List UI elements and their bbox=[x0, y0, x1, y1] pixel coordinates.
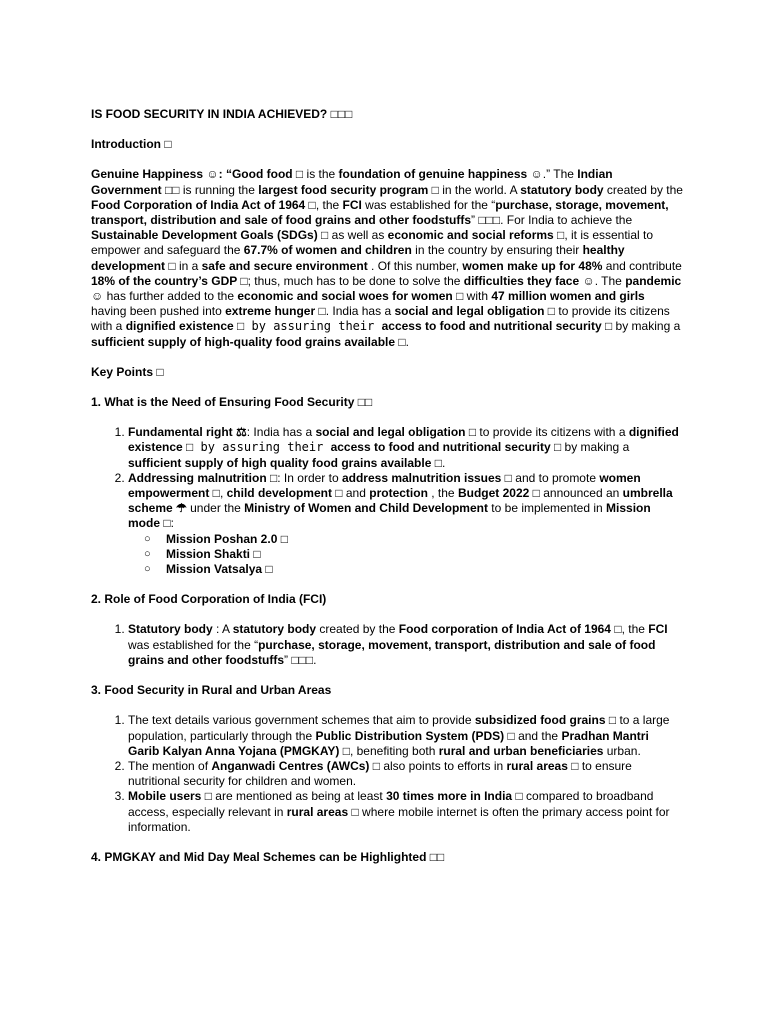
item-text: by assuring their bbox=[193, 440, 331, 455]
list-item bbox=[128, 789, 683, 835]
item-text: rural areas □ bbox=[286, 804, 359, 819]
item-text: Food corporation of India Act of 1964 □ bbox=[398, 622, 622, 637]
intro-heading: Introduction □ bbox=[91, 137, 172, 152]
item-text: Budget 2022 □ bbox=[457, 486, 540, 501]
item-text: are mentioned as being at least bbox=[211, 789, 387, 804]
intro-text: 18% of the country’s GDP □ bbox=[91, 273, 248, 288]
item-text: , bbox=[219, 486, 227, 501]
item-text: under the bbox=[186, 501, 245, 516]
item-text: umbrella scheme ☂ bbox=[128, 486, 673, 516]
intro-text: 67.7% of women and children bbox=[243, 243, 412, 258]
intro-paragraph bbox=[91, 167, 683, 349]
item-text: where mobile internet is often the primary access point for information. bbox=[128, 804, 670, 834]
item-text: : A bbox=[212, 622, 233, 637]
item-text: Fundamental right ⚖ bbox=[128, 425, 247, 440]
intro-text: foundation of genuine happiness ☺ bbox=[338, 167, 543, 182]
item-text: . bbox=[441, 455, 446, 470]
intro-text: Indian Government □□ bbox=[91, 167, 613, 197]
intro-text: , it is essential to empower and safeguard the bbox=[91, 228, 654, 258]
list-item bbox=[128, 713, 683, 759]
item-text: Mobile users □ bbox=[128, 789, 212, 804]
intro-text: pandemic ☺ bbox=[91, 273, 682, 304]
item-text: child development □ bbox=[226, 486, 343, 501]
section-1-list bbox=[91, 425, 683, 577]
item-text: Addressing malnutrition □ bbox=[128, 470, 278, 485]
item-text: Ministry of Women and Child Development bbox=[244, 501, 488, 516]
intro-text: in a bbox=[175, 258, 202, 273]
intro-text: Sustainable Development Goals (SDGs) □ bbox=[91, 228, 329, 243]
item-text: The mention of bbox=[128, 758, 212, 773]
intro-text: largest food security program □ bbox=[258, 182, 439, 197]
item-text: rural and urban beneficiaries bbox=[438, 743, 604, 758]
item-text: created by the bbox=[316, 622, 399, 637]
item-text: , the bbox=[621, 622, 649, 637]
item-text: to ensure nutritional security for children and women. bbox=[128, 758, 632, 789]
item-text: statutory body bbox=[232, 622, 317, 637]
item-text: urban. bbox=[603, 743, 641, 758]
item-text: 30 times more in India □ bbox=[386, 789, 523, 804]
intro-text: in the country by ensuring their bbox=[411, 243, 583, 258]
item-text: to a large population, particularly through the bbox=[128, 713, 670, 743]
section-3-list bbox=[91, 713, 683, 835]
intro-text: purchase, storage, movement, transport, distribution and sale of food grains and other foodstuffs bbox=[91, 197, 669, 228]
intro-text: FCI bbox=[342, 197, 362, 212]
document-title: IS FOOD SECURITY IN INDIA ACHIEVED? □□□ bbox=[91, 107, 353, 121]
intro-text: was established for the “ bbox=[361, 197, 496, 212]
intro-text: ” □□□. For India to achieve the bbox=[471, 213, 633, 228]
intro-text: healthy development □ bbox=[91, 243, 625, 273]
item-text: also points to efforts in bbox=[380, 758, 507, 773]
item-text: access to food and nutritional security □ bbox=[330, 440, 562, 455]
intro-text: having been pushed into bbox=[91, 304, 226, 319]
list-item bbox=[128, 471, 683, 577]
item-text: announced an bbox=[539, 486, 623, 501]
section-2-heading: 2. Role of Food Corporation of India (FCI) bbox=[91, 592, 327, 607]
list-item bbox=[128, 759, 683, 789]
intro-text: Genuine Happiness ☺: “ bbox=[91, 167, 232, 182]
intro-text: has further added to the bbox=[103, 289, 238, 304]
item-text: The text details various government schemes that aim to provide bbox=[128, 713, 475, 728]
item-text: address malnutrition issues □ bbox=[341, 470, 512, 485]
item-text: dignified existence □ bbox=[128, 425, 679, 455]
intro-text: statutory body bbox=[520, 182, 604, 197]
mission-item: ○ Mission Vatsalya □ bbox=[166, 562, 683, 577]
item-text: : bbox=[170, 516, 174, 531]
item-text: to be implemented in bbox=[487, 501, 607, 516]
section-1-heading: 1. What is the Need of Ensuring Food Security □□ bbox=[91, 395, 373, 410]
item-text: : In order to bbox=[277, 470, 342, 485]
intro-text: social and legal obligation □ bbox=[394, 304, 556, 319]
item-text: sufficient supply of high quality food grains available □ bbox=[128, 455, 442, 470]
intro-text: , the bbox=[315, 197, 343, 212]
item-text: women empowerment □ bbox=[128, 470, 641, 501]
intro-text: 47 million women and girls bbox=[491, 289, 645, 304]
item-text: Pradhan Mantri Garib Kalyan Anna Yojana (PMGKAY) □ bbox=[128, 728, 649, 758]
item-text: protection bbox=[369, 486, 428, 501]
item-text: Public Distribution System (PDS) □ bbox=[315, 728, 515, 743]
item-text: rural areas □ bbox=[506, 758, 579, 773]
intro-text: Good food □ bbox=[231, 167, 304, 182]
intro-text: safe and secure environment bbox=[201, 258, 368, 273]
item-text: by making a bbox=[561, 440, 630, 455]
intro-text: . India has a bbox=[325, 304, 395, 319]
mission-list bbox=[128, 532, 683, 578]
item-text: Mission mode □ bbox=[128, 501, 651, 531]
item-text: FCI bbox=[648, 622, 668, 637]
intro-text: sufficient supply of high-quality food grains available □ bbox=[91, 334, 406, 349]
intro-text: is running the bbox=[179, 182, 259, 197]
list-item bbox=[128, 622, 683, 668]
item-text: , the bbox=[427, 486, 458, 501]
item-text: Statutory body bbox=[128, 622, 213, 637]
item-text: subsidized food grains □ bbox=[474, 713, 617, 728]
intro-text: . The bbox=[594, 273, 626, 288]
item-text: to provide its citizens with a bbox=[476, 425, 629, 440]
document-body bbox=[91, 107, 683, 880]
intro-text: economic and social woes for women □ bbox=[237, 289, 464, 304]
item-text: and to promote bbox=[511, 470, 600, 485]
item-text: ” □□□. bbox=[284, 652, 317, 667]
section-3-heading: 3. Food Security in Rural and Urban Areas bbox=[91, 683, 332, 698]
section-2-list bbox=[91, 622, 683, 668]
intro-text: dignified existence □ bbox=[125, 319, 245, 334]
intro-text: with bbox=[463, 289, 492, 304]
intro-text: economic and social reforms □ bbox=[387, 228, 565, 243]
intro-text: .” The bbox=[542, 167, 578, 182]
intro-text: in the world. A bbox=[438, 182, 521, 197]
intro-text: and contribute bbox=[602, 258, 682, 273]
intro-text: by making a bbox=[612, 319, 681, 334]
item-text: was established for the “ bbox=[128, 637, 259, 652]
intro-text: access to food and nutritional security □ bbox=[381, 319, 613, 334]
item-text: compared to broadband access, especially relevant in bbox=[128, 789, 654, 819]
mission-item: ○ Mission Poshan 2.0 □ bbox=[166, 532, 683, 547]
item-text: : India has a bbox=[246, 425, 316, 440]
intro-text: by assuring their bbox=[244, 319, 382, 334]
intro-text: to provide its citizens with a bbox=[91, 304, 670, 334]
intro-text: . Of this number, bbox=[367, 258, 463, 273]
intro-text: difficulties they face ☺ bbox=[463, 273, 595, 288]
intro-text: . bbox=[405, 334, 409, 349]
intro-text: women make up for 48% bbox=[462, 258, 603, 273]
intro-text: created by the bbox=[603, 182, 683, 197]
item-text: and the bbox=[514, 728, 562, 743]
item-text: , benefiting both bbox=[349, 743, 439, 758]
item-text: purchase, storage, movement, transport, distribution and sale of food grains and other foodstuffs bbox=[128, 637, 656, 667]
list-item bbox=[128, 425, 683, 471]
item-text: Anganwadi Centres (AWCs) □ bbox=[211, 758, 380, 773]
intro-text: ; thus, much has to be done to solve the bbox=[247, 273, 464, 288]
key-points-heading: Key Points □ bbox=[91, 364, 164, 379]
item-text: and bbox=[342, 486, 370, 501]
intro-text: is the bbox=[303, 167, 339, 182]
intro-text: extreme hunger □ bbox=[225, 304, 326, 319]
intro-text: as well as bbox=[328, 228, 388, 243]
mission-item: ○ Mission Shakti □ bbox=[166, 547, 683, 562]
intro-text: Food Corporation of India Act of 1964 □ bbox=[91, 197, 316, 212]
section-4-heading: 4. PMGKAY and Mid Day Meal Schemes can be Highlighted □□ bbox=[91, 849, 445, 864]
item-text: social and legal obligation □ bbox=[315, 425, 477, 440]
